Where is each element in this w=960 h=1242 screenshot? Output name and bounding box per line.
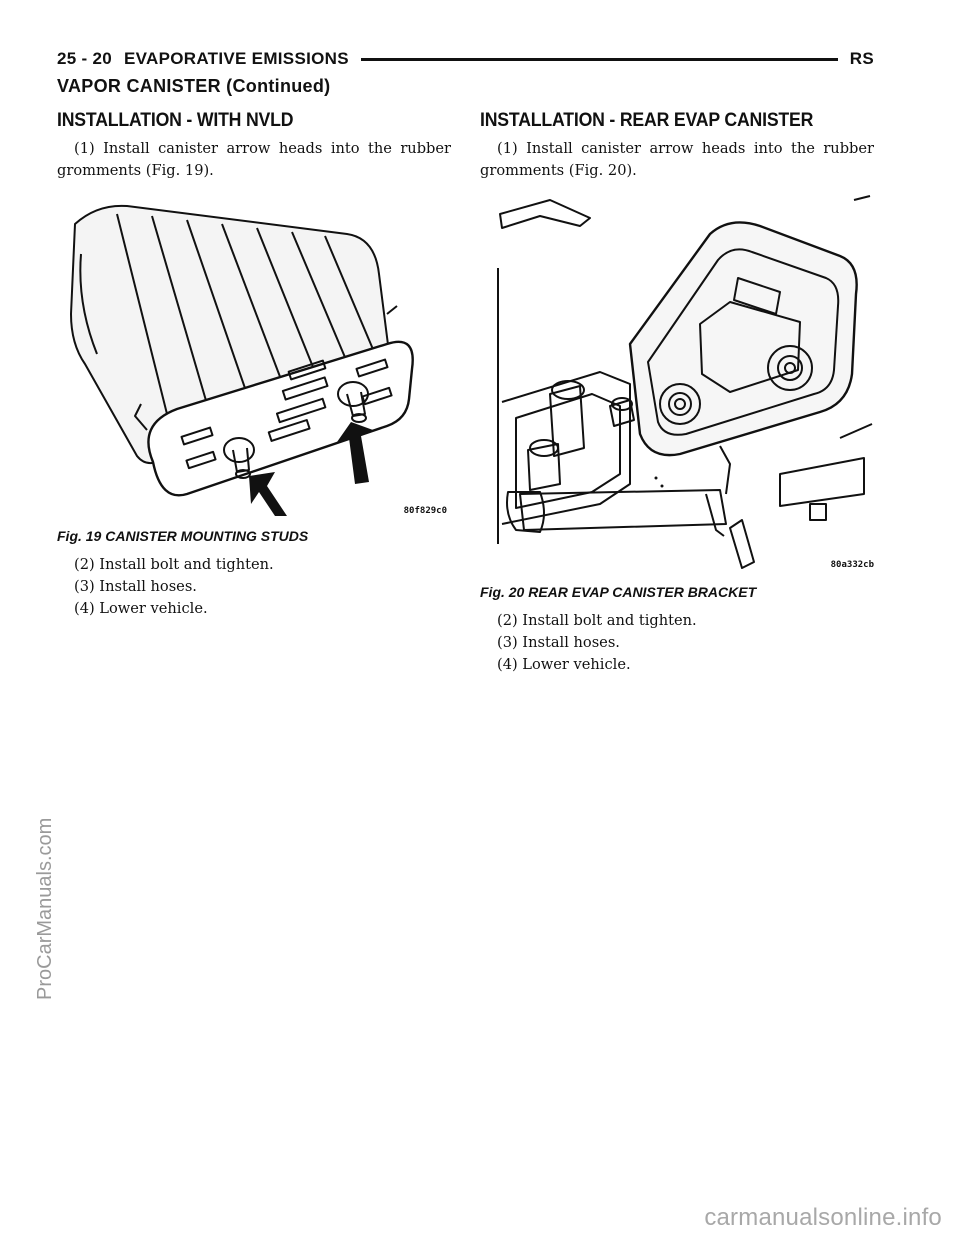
canister-illustration [57,194,451,524]
page-header [57,48,874,70]
right-intro: (1) Install canister arrow heads into the rubber gromments (Fig. 20). [480,140,874,179]
left-column [57,110,451,620]
right-column [480,110,874,676]
right-steps [480,610,874,676]
page-number: 25 - 20 [57,49,113,68]
figure-code: 80a332cb [830,560,874,570]
step-item: (3) Install hoses. [497,634,620,651]
header-rule [361,58,838,61]
step-item: (4) Lower vehicle. [74,600,208,617]
step-item: (2) Install bolt and tighten. [74,556,274,573]
chapter-title: EVAPORATIVE EMISSIONS [124,49,349,68]
figure-20 [480,194,874,570]
figure-caption: Fig. 20 REAR EVAP CANISTER BRACKET [480,584,757,600]
section-title: VAPOR CANISTER (Continued) [57,76,331,96]
side-watermark [0,817,56,1001]
bottom-watermark: carmanualsonline.info [704,1204,942,1231]
step-item: (4) Lower vehicle. [497,656,631,673]
figure-19 [57,194,451,524]
right-heading: INSTALLATION - REAR EVAP CANISTER [480,110,814,131]
figure-caption: Fig. 19 CANISTER MOUNTING STUDS [57,528,309,544]
bracket-illustration [480,194,874,570]
side-watermark-text: ProCarManuals.com [34,817,56,1000]
left-steps [57,554,451,620]
step-item: (3) Install hoses. [74,578,197,595]
figure-code: 80f829c0 [403,506,447,516]
model-code: RS [849,49,874,68]
left-intro: (1) Install canister arrow heads into the rubber gromments (Fig. 19). [57,140,451,179]
step-item: (2) Install bolt and tighten. [497,612,697,629]
left-heading: INSTALLATION - WITH NVLD [57,110,294,131]
